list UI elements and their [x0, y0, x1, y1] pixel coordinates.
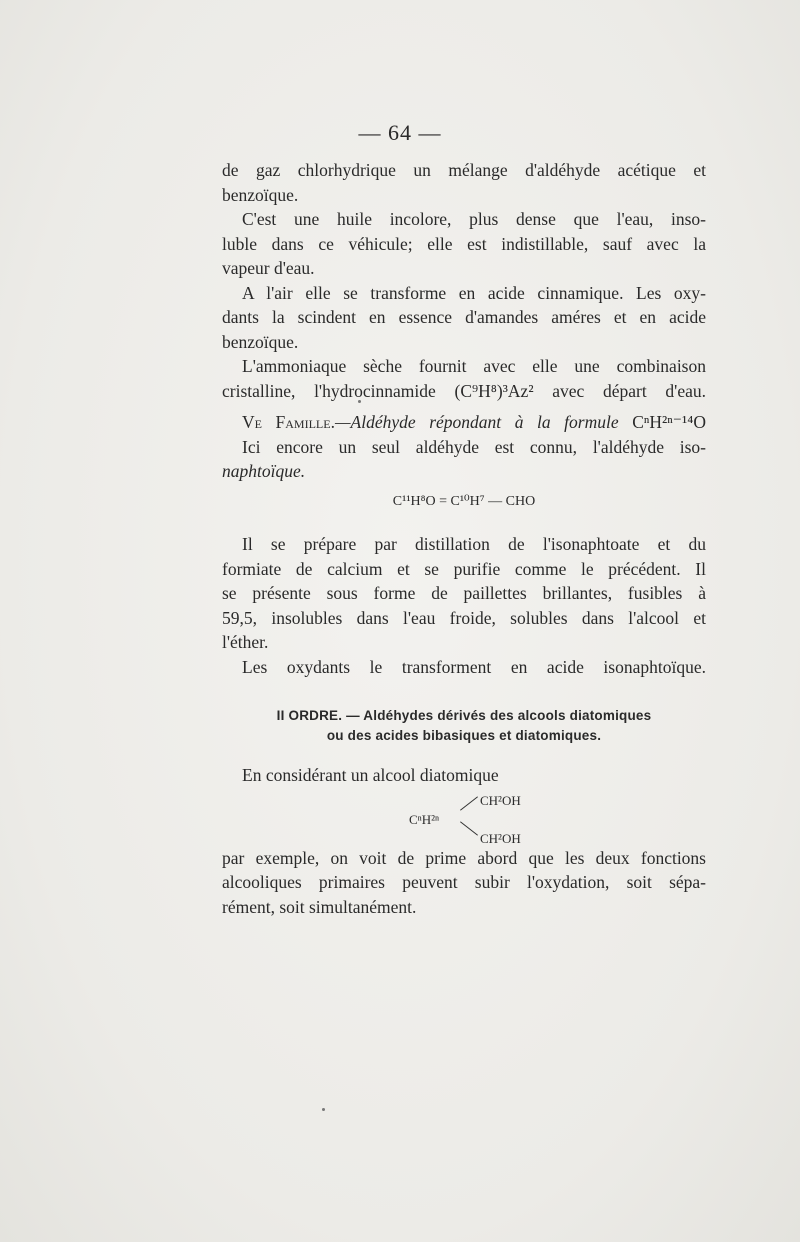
text-line: L'ammoniaque sèche fournit avec elle une combinaison [242, 356, 706, 376]
famille-block [222, 410, 706, 528]
body-block-3 [222, 763, 706, 919]
text-line: cristalline, l'hydrocinnamide (C⁹H⁸)³Az² avec départ d'eau. [222, 380, 706, 401]
text-line: par exemple, on voit de prime abord que les deux fonctions [222, 847, 706, 868]
text-line: alcooliques primaires peuvent subir l'oxydation, soit sépa- [222, 872, 706, 892]
famille-formula: CⁿH²ⁿ⁻¹⁴O [632, 412, 706, 432]
text-line: l'éther. [222, 632, 269, 652]
famille-label: Ve Famille. [242, 412, 335, 432]
text-line: luble dans ce véhicule; elle est indistillable, sauf avec la [222, 233, 706, 254]
ordre-heading-line-1: II ORDRE. — Aldéhydes dérivés des alcools diatomiques [276, 708, 652, 723]
text-line: vapeur d'eau. [222, 258, 315, 278]
paragraph-5 [222, 532, 706, 655]
famille-title: —Aldéhyde répondant à la formule [334, 412, 619, 432]
body-block-1 [222, 158, 706, 403]
diol-upper: CH²OH [480, 792, 521, 808]
text-line: Il se prépare par distillation de l'isonaphtoate et du [242, 534, 706, 554]
paragraph-3 [222, 281, 706, 355]
text-line: naphtoïque. [222, 461, 306, 481]
text-line: benzoïque. [222, 331, 299, 352]
text-line: rément, soit simultanément. [222, 896, 417, 917]
diol-lower: CH²OH [480, 830, 521, 846]
body-block-2 [222, 532, 706, 679]
ordre-heading-line-2: ou des acides bibasiques et diatomiques. [326, 728, 602, 743]
text-line: En considérant un alcool diatomique [242, 765, 499, 785]
text-line: C'est une huile incolore, plus dense que l'eau, inso- [242, 209, 706, 229]
text-line: benzoïque. [222, 184, 299, 205]
ordre-heading-block [222, 706, 706, 746]
diol-base: CⁿH²ⁿ [409, 811, 440, 827]
text-line: Ici encore un seul aldéhyde est connu, l'aldéhyde iso- [242, 436, 706, 457]
ink-speck [322, 1108, 325, 1111]
bond-line-down [460, 821, 478, 835]
text-line: se présente sous forme de paillettes brillantes, fusibles à [222, 583, 706, 603]
text-line: dants la scindent en essence d'amandes améres et en acide [222, 307, 706, 327]
text-line: A l'air elle se transforme en acide cinnamique. Les oxy- [242, 282, 706, 303]
paragraph-6 [222, 655, 706, 680]
text-line: 59,5, insolubles dans l'eau froide, solubles dans l'alcool et [222, 607, 706, 628]
page-number: — 64 — [358, 120, 442, 145]
chemical-formula: C¹¹H⁸O = C¹⁰H⁷ — CHO [392, 493, 536, 509]
diol-formula [222, 788, 706, 846]
text-line: formiate de calcium et se purifie comme le précédent. Il [222, 558, 706, 579]
bond-line-up [460, 796, 478, 810]
text-line: Les oxydants le transforment en acide isonaphtoïque. [242, 656, 706, 677]
famille-heading [222, 410, 706, 435]
ink-speck [358, 400, 361, 403]
paragraph-4 [222, 354, 706, 403]
paragraph-final [222, 846, 706, 920]
paragraph-1 [222, 158, 706, 207]
paragraph-2 [222, 207, 706, 281]
text-line: de gaz chlorhydrique un mélange d'aldéhyde acétique et [222, 160, 706, 180]
